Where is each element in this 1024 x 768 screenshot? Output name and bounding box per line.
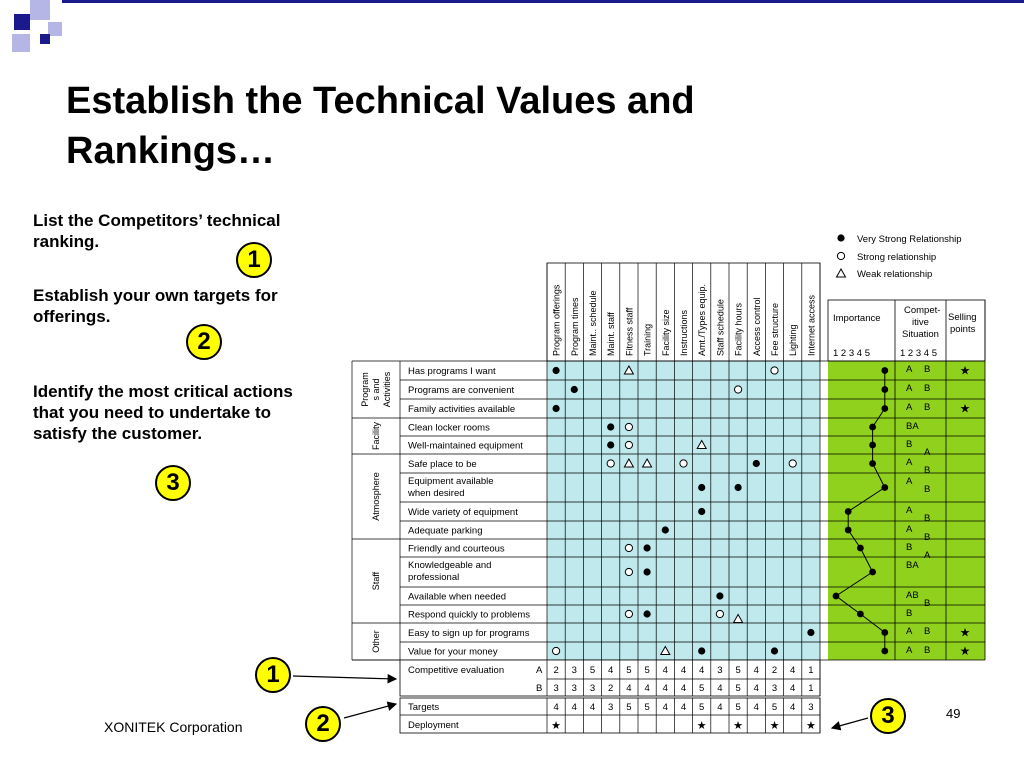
relationship-very-strong-icon (644, 610, 651, 617)
marker-1-bottom: 1 (255, 657, 291, 693)
competitive-position-label: A (906, 524, 913, 535)
competitive-a-value: 2 (553, 665, 559, 676)
relationship-very-strong-icon (807, 629, 814, 636)
arrow-to-targets (344, 704, 396, 718)
customer-group-label: Other (371, 630, 381, 653)
customer-requirement: Has programs I want (408, 366, 496, 377)
customer-requirement: Knowledgeable and (408, 560, 492, 571)
relationship-strong-icon (625, 610, 632, 617)
relationship-very-strong-icon (698, 508, 705, 515)
tech-req-label: Fitness staff (624, 307, 635, 356)
tech-req-label: Staff schedule (715, 299, 726, 356)
importance-point (869, 460, 876, 467)
competitive-position-label: BA (906, 560, 919, 571)
marker-3-left: 3 (155, 465, 191, 501)
selling-header-line: points (950, 324, 976, 335)
competitive-b-value: 3 (589, 683, 596, 694)
competitive-position-label: A (906, 476, 913, 487)
tech-req-label: Internet access (806, 294, 817, 356)
competitive-position-label: B (924, 532, 931, 543)
competitive-position-label: B (906, 542, 913, 553)
competitive-a-value: 3 (717, 665, 723, 676)
target-value: 5 (644, 702, 650, 713)
target-value: 4 (680, 702, 687, 713)
relationship-strong-icon (680, 460, 687, 467)
selling-point-star-icon: ★ (959, 625, 971, 640)
marker-2-left: 2 (186, 324, 222, 360)
tech-req-label: Lighting (788, 324, 799, 356)
customer-group-label: Staff (371, 571, 381, 591)
target-value: 4 (790, 702, 796, 713)
page-number: 49 (946, 706, 961, 721)
legend-strong-label: Strong relationship (857, 252, 937, 263)
relationship-very-strong-icon (662, 526, 669, 533)
importance-point (881, 629, 888, 636)
competitive-a-value: 4 (662, 665, 668, 676)
tech-req-label: Facility hours (733, 302, 744, 356)
relationship-very-strong-icon (607, 441, 614, 448)
bullet-1: List the Competitors’ technical ranking. (33, 211, 281, 251)
importance-point (833, 593, 840, 600)
relationship-very-strong-icon (644, 568, 651, 575)
competitive-position-label: B (924, 513, 931, 524)
competitive-position-label: A (906, 457, 913, 468)
importance-scale: 1 2 3 4 5 (833, 348, 870, 359)
competitive-a-value: 4 (608, 665, 614, 676)
importance-header: Importance (833, 313, 881, 324)
selling-header-line: Selling (948, 312, 977, 323)
customer-requirement: Wide variety of equipment (408, 507, 518, 518)
slide-title: Establish the Technical Values and Rankings… (66, 80, 695, 172)
customer-requirement: Available when needed (408, 591, 507, 603)
importance-point (845, 527, 852, 534)
relationship-very-strong-icon (571, 386, 578, 393)
deployment-star-icon: ★ (733, 720, 744, 732)
competitive-b-value: 4 (662, 683, 668, 694)
importance-point (881, 648, 888, 655)
target-value: 4 (589, 702, 596, 713)
relationship-strong-icon (625, 568, 632, 575)
competitive-b-value: 1 (808, 683, 814, 694)
competitive-position-label: B (924, 645, 931, 656)
footer-company: XONITEK Corporation (104, 719, 243, 735)
competitive-position-label: A (906, 383, 913, 394)
relationship-very-strong-icon (698, 484, 705, 491)
target-value: 4 (717, 702, 723, 713)
customer-group-label: Program (360, 372, 370, 407)
relationship-very-strong-icon (698, 647, 705, 654)
competitive-position-label: A (906, 645, 913, 656)
deployment-star-icon: ★ (696, 720, 707, 732)
customer-requirement: Friendly and courteous (408, 543, 505, 555)
competitive-position-label: A (906, 505, 913, 516)
deployment-star-icon: ★ (805, 720, 816, 732)
competitive-a-value: 4 (699, 665, 705, 676)
tech-req-label: Maint. staff (606, 312, 617, 356)
competitive-a-value: 3 (571, 665, 577, 676)
competitive-a-value: 2 (771, 665, 778, 676)
competitive-a-value: 5 (589, 665, 596, 676)
relationship-very-strong-icon (735, 484, 742, 491)
target-value: 4 (571, 702, 577, 713)
tech-req-label: Access control (751, 297, 762, 356)
competitive-header-line: Situation (902, 329, 939, 340)
competitive-row-a-label: A (536, 665, 543, 676)
competitive-b-value: 3 (553, 683, 559, 694)
competitive-header-line: itive (912, 317, 929, 328)
target-value: 5 (771, 702, 778, 713)
target-value: 5 (735, 702, 741, 713)
competitive-position-label: B (924, 484, 931, 495)
customer-requirement: Respond quickly to problems (408, 609, 530, 621)
marker-3-bottom: 3 (870, 698, 906, 734)
customer-requirement: Value for your money (408, 646, 498, 658)
competitive-a-value: 4 (753, 665, 759, 676)
competitive-position-label: B (924, 364, 931, 375)
relationship-strong-icon (789, 460, 796, 467)
tech-req-label: Fee structure (770, 302, 780, 356)
competitive-b-value: 4 (680, 683, 687, 694)
legend-weak-icon (837, 269, 846, 277)
selling-point-star-icon: ★ (959, 644, 971, 658)
competitive-evaluation-label: Competitive evaluation (408, 665, 505, 676)
importance-point (869, 424, 876, 431)
relationship-strong-icon (553, 647, 560, 654)
customer-group-label: s and (371, 378, 381, 401)
target-value: 3 (808, 702, 814, 713)
competitive-position-label: B (924, 383, 931, 394)
relationship-very-strong-icon (607, 423, 614, 430)
competitive-b-value: 4 (644, 683, 650, 694)
marker-2-bottom: 2 (305, 706, 341, 742)
customer-requirement: Programs are convenient (408, 385, 515, 396)
selling-point-star-icon: ★ (959, 363, 971, 378)
deployment-label: Deployment (408, 720, 459, 731)
tech-req-label: Maint.. schedule (588, 290, 598, 356)
relationship-strong-icon (716, 610, 723, 617)
tech-req-label: Facility size (660, 309, 671, 356)
customer-group-label: Facility (371, 421, 381, 451)
deployment-star-icon: ★ (769, 720, 780, 732)
competitive-position-label: BA (906, 421, 919, 432)
customer-requirement: Equipment available (408, 476, 494, 487)
customer-group-label: Atmosphere (371, 472, 381, 521)
bullet-2: Establish your own targets for offerings. (33, 286, 278, 326)
competitive-position-label: B (924, 402, 931, 413)
competitive-b-value: 4 (717, 683, 723, 694)
importance-point (881, 405, 888, 412)
customer-requirement: Safe place to be (408, 459, 477, 470)
tech-req-label: Amt./Types equip. (697, 283, 708, 356)
tech-req-label: Program times (569, 297, 580, 356)
selling-point-star-icon: ★ (959, 401, 971, 416)
relationship-strong-icon (625, 441, 632, 448)
competitive-scale: 1 2 3 4 5 (900, 348, 937, 359)
relationship-very-strong-icon (753, 460, 760, 467)
customer-requirement: professional (408, 572, 460, 583)
customer-requirement: Adequate parking (408, 525, 483, 537)
relationship-matrix-bg (547, 361, 820, 660)
importance-point (869, 442, 876, 449)
competitive-a-value: 5 (644, 665, 650, 676)
legend-very-strong-icon (837, 234, 844, 241)
relationship-strong-icon (735, 386, 742, 393)
target-value: 4 (662, 702, 668, 713)
relationship-very-strong-icon (716, 592, 723, 599)
competitive-position-label: A (924, 447, 931, 458)
importance-point (857, 545, 864, 552)
marker-1-left: 1 (236, 242, 272, 278)
competitive-header-line: Compet- (904, 305, 941, 316)
relationship-strong-icon (625, 544, 632, 551)
targets-label: Targets (408, 702, 440, 713)
relationship-very-strong-icon (771, 647, 778, 654)
competitive-b-value: 4 (753, 683, 759, 694)
relationship-strong-icon (607, 460, 614, 467)
tech-req-label: Program offerings (551, 284, 562, 356)
target-value: 4 (753, 702, 759, 713)
importance-point (869, 569, 876, 576)
competitive-position-label: A (906, 626, 913, 637)
deployment-star-icon: ★ (551, 720, 562, 732)
competitive-b-value: 5 (699, 683, 705, 694)
arrow-to-competitive-evaluation (293, 676, 396, 679)
competitive-b-value: 3 (571, 683, 577, 694)
importance-point (857, 611, 864, 618)
competitive-position-label: B (906, 608, 913, 619)
tech-req-label: Training (642, 323, 653, 356)
competitive-position-label: A (906, 402, 913, 413)
target-value: 5 (626, 702, 632, 713)
customer-requirement: Clean locker rooms (408, 422, 490, 434)
target-value: 4 (553, 702, 559, 713)
relationship-very-strong-icon (553, 367, 560, 374)
competitive-a-value: 5 (626, 665, 632, 676)
competitive-b-value: 3 (771, 683, 778, 694)
competitive-row-b-label: B (536, 683, 543, 694)
competitive-position-label: A (924, 550, 931, 561)
competitive-position-label: B (924, 626, 931, 637)
legend-strong-icon (837, 252, 844, 259)
target-value: 3 (608, 702, 614, 713)
relationship-very-strong-icon (553, 405, 560, 412)
customer-requirement: Easy to sign up for programs (408, 628, 530, 639)
competitive-b-value: 4 (626, 683, 632, 694)
competitive-a-value: 5 (735, 665, 741, 676)
competitive-position-label: AB (906, 590, 919, 601)
legend-very-strong-label: Very Strong Relationship (857, 234, 962, 245)
competitive-position-label: B (906, 439, 913, 450)
tech-req-label: Instructions (679, 309, 689, 356)
customer-requirement: Well-maintained equipment (408, 440, 523, 452)
relationship-strong-icon (625, 423, 632, 430)
competitive-b-value: 5 (735, 683, 741, 694)
relationship-strong-icon (771, 367, 778, 374)
customer-group-label: Activities (382, 371, 392, 408)
customer-requirement: Family activities available (408, 404, 516, 415)
competitive-a-value: 4 (680, 665, 687, 676)
relationship-very-strong-icon (644, 544, 651, 551)
competitive-position-label: B (924, 598, 931, 609)
competitive-b-value: 2 (608, 683, 614, 694)
customer-requirement: when desired (408, 488, 465, 499)
importance-point (881, 484, 888, 491)
target-value: 5 (699, 702, 705, 713)
importance-point (881, 367, 888, 374)
bullet-3: Identify the most critical actions that you need to undertake to satisfy the customer. (33, 382, 293, 443)
competitive-b-value: 4 (790, 683, 796, 694)
legend-weak-label: Weak relationship (857, 269, 933, 280)
competitive-position-label: A (906, 364, 913, 375)
competitive-a-value: 1 (808, 665, 814, 676)
arrow-to-deployment (832, 718, 868, 728)
importance-point (845, 508, 852, 515)
importance-point (881, 386, 888, 393)
competitive-position-label: B (924, 465, 931, 476)
competitive-a-value: 4 (790, 665, 796, 676)
